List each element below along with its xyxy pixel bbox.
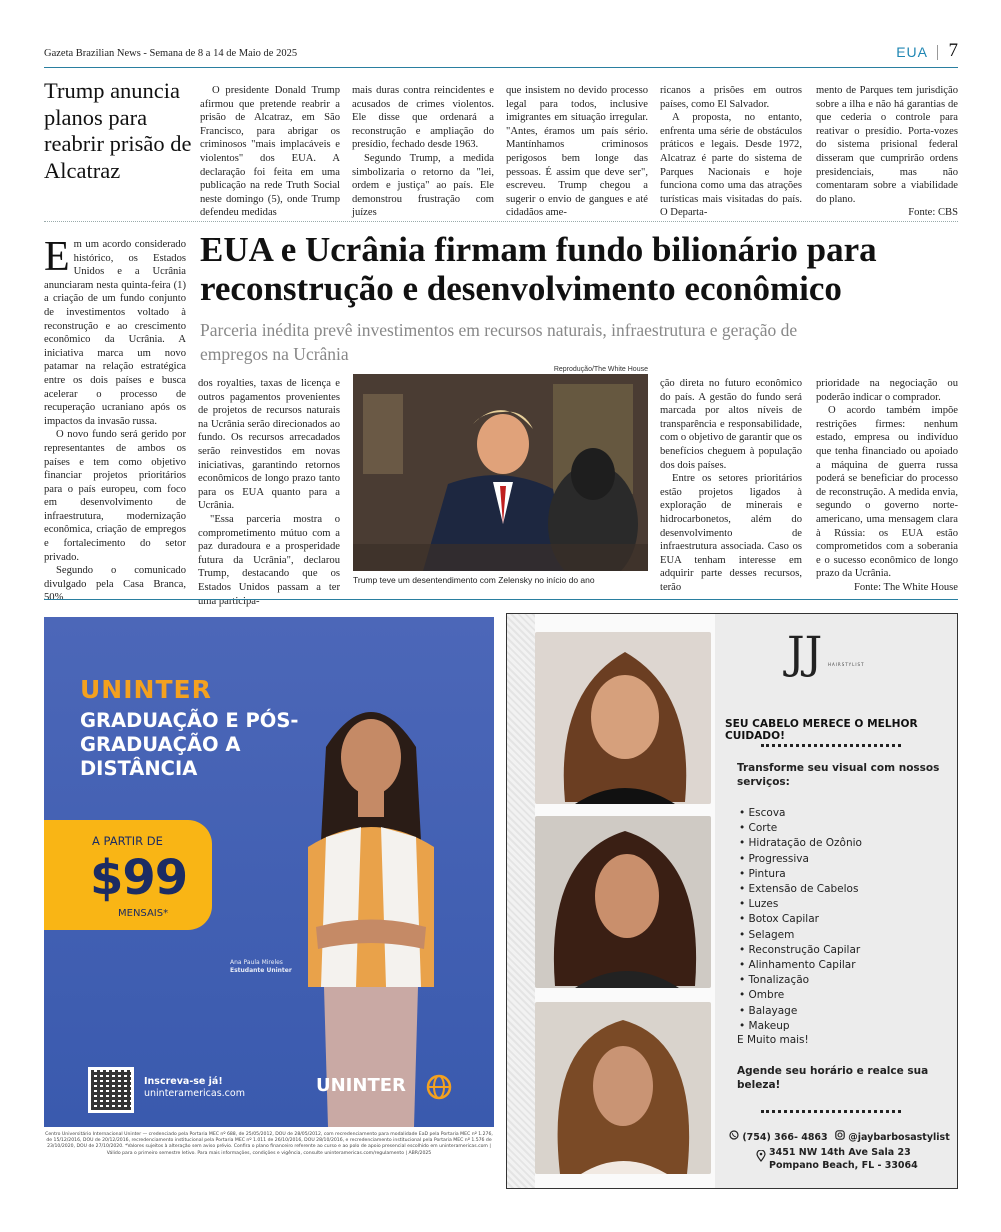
cta-url[interactable]: uninteramericas.com	[144, 1088, 245, 1099]
main-story-col-3	[660, 377, 802, 595]
service-item: • Balayage	[739, 1004, 862, 1019]
main-story-col-4	[816, 377, 958, 595]
dotted-divider	[761, 744, 901, 747]
address-line-2: Pompano Beach, FL - 33064	[769, 1160, 918, 1171]
service-item: • Botox Capilar	[739, 912, 862, 927]
paragraph: Entre os setores prioritários estão projetos ligados à exploração de minerais e hidrocarbonetos, além do desenvolvimento de infraestrutura associada. Caso os EUA tenham interesse em adquirir parte desses recursos, terão	[660, 473, 802, 593]
salon-contact	[729, 1130, 955, 1143]
price-value: $99	[90, 850, 188, 906]
uninter-tagline: GRADUAÇÃO E PÓS-GRADUAÇÃO A DISTÂNCIA	[80, 709, 299, 780]
paragraph: "Essa parceria mostra o comprometimento mútuo com a paz duradoura e a prosperidade futura da Ucrânia", declarou Trump, destacando que os Estados Unidos passam a ter uma participa-	[198, 513, 340, 607]
service-item: • Selagem	[739, 928, 862, 943]
services-more: E Muito mais!	[737, 1034, 809, 1046]
top-story-col-4	[660, 84, 802, 220]
photo-caption: Trump teve um desentendimento com Zelensky no início do ano	[353, 575, 595, 585]
model-photo-3	[535, 1002, 711, 1174]
photo-credit: Reprodução/The White House	[553, 366, 648, 373]
student-name: Ana Paula Mireles	[230, 959, 283, 966]
uninter-ad[interactable]	[44, 617, 494, 1127]
service-item: • Pintura	[739, 867, 862, 882]
service-item: • Corte	[739, 821, 862, 836]
salon-headline: SEU CABELO MERECE O MELHOR CUIDADO!	[725, 718, 918, 742]
price-badge	[44, 820, 212, 930]
salon-logo-sub: HAIRSTYLIST	[828, 662, 865, 667]
paragraph: O novo fundo será gerido por representantes de ambos os países e tem como objetivo financiar projetos prioritários para o país europeu, com foco em desenvolvimento de infraestrutura, modernização econômica, criação de empregos e fortalecimento do setor privado.	[44, 429, 186, 563]
salon-address	[769, 1146, 918, 1172]
service-item: • Ombre	[739, 988, 862, 1003]
top-story-title: Trump anuncia planos para reabrir prisão de Alcatraz	[44, 78, 192, 183]
instagram-icon	[835, 1130, 845, 1140]
service-item: • Hidratação de Ozônio	[739, 836, 862, 851]
drop-cap: E	[44, 234, 70, 280]
paragraph: mais duras contra reincidentes e acusados de crimes violentos. Ele disse que ordenará a reconstrução e ampliação do presídio, fechado desde 1963.	[352, 85, 494, 151]
services-list	[739, 806, 862, 1034]
cta-text: Inscreva-se já!	[144, 1076, 223, 1087]
service-item: • Reconstrução Capilar	[739, 943, 862, 958]
salon-ad[interactable]	[506, 613, 958, 1189]
service-item: • Escova	[739, 806, 862, 821]
whatsapp-icon	[729, 1130, 739, 1140]
ads-divider	[44, 599, 958, 600]
paragraph: prioridade na negociação ou poderão indicar o comprador.	[816, 378, 958, 403]
globe-icon	[424, 1072, 454, 1102]
service-item: • Alinhamento Capilar	[739, 958, 862, 973]
address-line-1: 3451 NW 14th Ave Sala 23	[769, 1147, 911, 1158]
student-caption	[230, 959, 292, 975]
news-photo	[353, 374, 648, 571]
paragraph: Segundo Trump, a medida simbolizaria o retorno da "lei, ordem e justiça" ao país. Ele demonstrou frustração com juízes	[352, 152, 494, 219]
uninter-logo: UNINTER	[316, 1075, 406, 1096]
student-role: Estudante Uninter	[230, 967, 292, 974]
page-number: 7	[948, 40, 958, 61]
uninter-brand: UNINTER	[80, 675, 212, 704]
paragraph: dos royalties, taxas de licença e outros pagamentos provenientes de projetos de recursos naturais na Ucrânia serão direcionados ao fundo. Os recursos arrecadados serão reinvestidos em novas iniciativas, garantindo retornos econômicos de longo prazo tanto para os EUA quanto para a Ucrânia.	[198, 378, 340, 512]
paragraph: ricanos a prisões em outros países, como El Salvador.	[660, 85, 802, 110]
student-photo	[296, 687, 446, 1127]
service-item: • Makeup	[739, 1019, 862, 1034]
decorative-stripe	[507, 614, 535, 1188]
model-photo-2	[535, 816, 711, 988]
price-prefix: A PARTIR DE	[92, 834, 163, 848]
service-item: • Extensão de Cabelos	[739, 882, 862, 897]
main-headline: EUA e Ucrânia firmam fundo bilionário para reconstrução e desenvolvimento econômico	[200, 230, 877, 308]
paragraph: que insistem no devido processo legal para todos, inclusive imigrantes em situação irregular. "Antes, éramos um país sério. Mantínhamos criminosos perigosos bem longe das pessoas. É assim que deve ser", escreveu. Trump chegou a sugerir o envio de gangues e até cidadãos ame-	[506, 85, 648, 219]
top-story-col-1	[200, 84, 340, 220]
qr-code[interactable]	[88, 1067, 134, 1113]
salon-phone[interactable]: (754) 366- 4863	[742, 1132, 828, 1143]
section-divider	[44, 221, 958, 222]
paragraph: O presidente Donald Trump afirmou que pretende reabrir a prisão de Alcatraz, em São Francisco, para abrigar os criminosos "mais implacáveis e violentos" dos EUA. A declaração foi feita em uma publicação na rede Truth Social neste domingo (5), onde Trump defendeu medidas	[200, 85, 340, 219]
paragraph: A proposta, no entanto, enfrenta uma série de obstáculos práticos e legais. Desde 1972, Alcatraz é parte do sistema de Parques Nacionais e hoje funciona como uma das atrações turísticas mais visitadas do país. O Departa-	[660, 112, 802, 219]
page-header	[44, 40, 958, 68]
top-story-col-3	[506, 84, 648, 220]
paragraph: O acordo também impõe restrições firmes: nenhum estado, empresa ou indivíduo que tenha financiado ou apoiado a máquina de guerra russa poderá se beneficiar do processo de reconstrução. A medida envia, segundo o governo norte-americano, uma mensagem clara à Rússia: os EUA estão comprometidos com a soberania e o sucesso econômico de longo prazo da Ucrânia.	[816, 405, 958, 580]
header-divider	[937, 45, 938, 60]
paragraph: Segundo o comunicado divulgado pela Casa Branca, 50%	[44, 565, 186, 604]
main-story-col-1	[44, 234, 186, 605]
service-item: • Luzes	[739, 897, 862, 912]
location-pin-icon	[756, 1150, 766, 1162]
salon-intro: Transforme seu visual com nossos serviços:	[737, 762, 940, 788]
paragraph: ção direta no futuro econômico do país. A gestão do fundo será marcada por altos níveis de transparência e responsabilidade, com o objetivo de garantir que os benefícios cheguem à população dos dois países.	[660, 378, 802, 471]
section-label: EUA	[896, 44, 928, 60]
service-item: • Tonalização	[739, 973, 862, 988]
top-story-col-5	[816, 84, 958, 220]
model-photo-1	[535, 632, 711, 804]
service-item: • Progressiva	[739, 852, 862, 867]
main-story-col-2	[198, 377, 340, 608]
dotted-divider	[761, 1110, 901, 1113]
news-photo-illustration	[353, 374, 648, 571]
paragraph: mento de Parques tem jurisdição sobre a ilha e não há garantias de que cederia o controle para reativar o presídio. Porta-vozes do sistema prisional federal disseram que cumprirão ordens presidenciais, mas não comentaram sobre a viabilidade do plano.	[816, 85, 958, 205]
signup-cta[interactable]	[144, 1076, 245, 1100]
top-story-col-2	[352, 84, 494, 220]
price-suffix: MENSAIS*	[118, 908, 169, 919]
source-credit: Fonte: CBS	[908, 207, 958, 219]
source-credit: Fonte: The White House	[853, 581, 958, 593]
salon-instagram[interactable]: @jaybarbosastylist	[848, 1132, 950, 1143]
uninter-fine-print: Centro Universitário Internacional Uninter — credenciado pela Portaria MEC nº 688, de 25/05/2012, DOU de 28/05/2012, com recredenciamento para modalidade EaD pela Portaria MEC nº 1.276, de 15/12/2016, DOU de 20/12/2016, recredenciamento institucional pela Portaria MEC nº 1.011 de 26/10/2016, DOU 28/10/2016, e recredenciamento institucional pela Portaria MEC nº 1.576 de 23/10/2020, DOU de 27/10/2020. *Valores sujeitos à alteração sem aviso prévio. Confira o plano financeiro referente ao curso e ao polo de apoio presencial escolhido em uninteramericas.com | Válido para o primeiro semestre letivo. Para mais informações, condições e vigência, consulte uninteramericas.com/regulamento | ABR/2025	[45, 1132, 493, 1156]
publication-line: Gazeta Brazilian News - Semana de 8 a 14 de Maio de 2025	[44, 48, 298, 59]
salon-logo: JJ	[787, 628, 823, 679]
lead-paragraph: m um acordo considerado histórico, os Estados Unidos e a Ucrânia anunciaram nesta quinta-feira (1) a criação de um fundo conjunto de investimentos voltado à reconstrução e ao crescimento econômico da Ucrânia. A iniciativa marca um novo patamar na relação estratégica entre os dois países e busca acelerar o processo de recuperação ucraniano após os impactos da invasão russa.	[44, 239, 186, 427]
main-subheadline: Parceria inédita prevê investimentos em recursos naturais, infraestrutura e geração de empregos na Ucrânia	[200, 320, 798, 364]
salon-closing: Agende seu horário e realce sua beleza!	[737, 1065, 929, 1091]
